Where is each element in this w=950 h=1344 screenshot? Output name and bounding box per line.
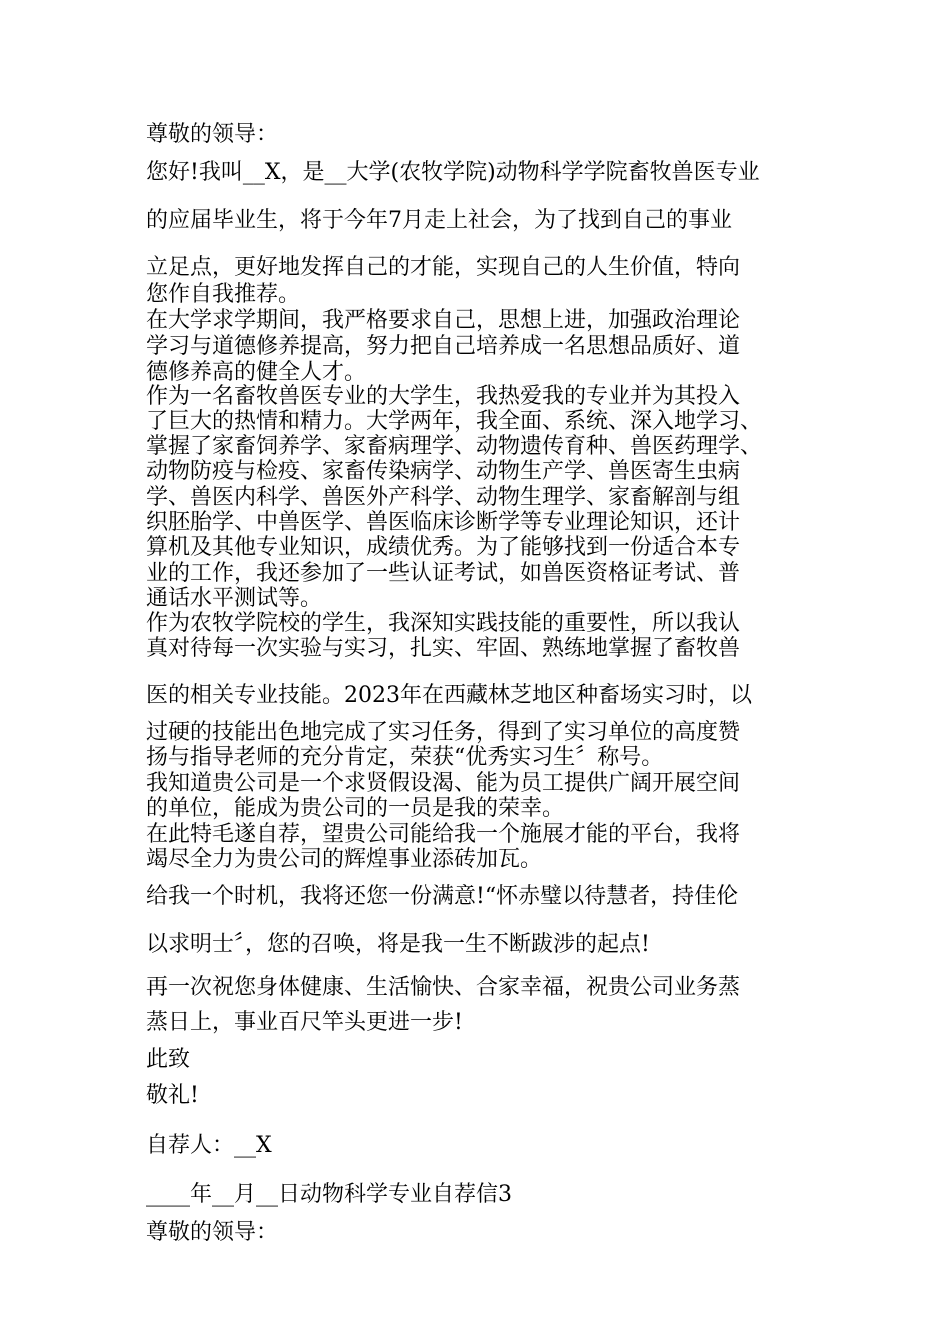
body-line: 以求明士〞，您的召唤，将是我一生不断跋涉的起点!	[146, 932, 650, 957]
body-line: 过硬的技能出色地完成了实习任务，得到了实习单位的高度赞	[146, 720, 741, 745]
body-line: 竭尽全力为贵公司的辉煌事业添砖加瓦。	[146, 847, 543, 872]
signature-line: 自荐人：__X	[146, 1133, 272, 1158]
salutation: 尊敬的领导：	[146, 122, 279, 147]
body-line: 医的相关专业技能。2023年在西藏林芝地区种畜场实习时，以	[146, 683, 752, 708]
body-line: 了巨大的热情和精力。大学两年，我全面、系统、深入地学习、	[146, 409, 763, 434]
body-line: 作为一名畜牧兽医专业的大学生，我热爱我的专业并为其投入	[146, 384, 741, 409]
body-line: 掌握了家畜饲养学、家畜病理学、动物遗传育种、兽医药理学、	[146, 434, 763, 459]
body-line: 在此特毛遂自荐，望贵公司能给我一个施展才能的平台，我将	[146, 822, 741, 847]
date-title-line: ____年__月__日动物科学专业自荐信3	[146, 1182, 512, 1207]
body-line: 给我一个时机，我将还您一份满意!“怀赤璧以待慧者，持佳伦	[146, 884, 739, 909]
body-line: 再一次祝您身体健康、生活愉快、合家幸福，祝贵公司业务蒸	[146, 975, 741, 1000]
closing-line: 敬礼!	[146, 1083, 199, 1108]
body-line: 我知道贵公司是一个求贤假设渴、能为员工提供广阔开展空间	[146, 771, 741, 796]
body-line: 真对待每一次实验与实习，扎实、牢固、熟练地掌握了畜牧兽	[146, 636, 741, 661]
body-line: 织胚胎学、中兽医学、兽医临床诊断学等专业理论知识，还计	[146, 510, 741, 535]
salutation: 尊敬的领导：	[146, 1220, 279, 1245]
body-line: 业的工作，我还参加了一些认证考试，如兽医资格证考试、普	[146, 561, 741, 586]
body-line: 立足点，更好地发挥自己的才能，实现自己的人生价值，特向	[146, 255, 741, 280]
body-line: 学习与道德修养提高，努力把自己培养成一名思想品质好、道	[146, 334, 741, 359]
body-line: 您好!我叫__X，是__大学(农牧学院)动物科学学院畜牧兽医专业	[146, 160, 760, 185]
body-line: 的应届毕业生，将于今年7月走上社会，为了找到自己的事业	[146, 208, 732, 233]
body-line: 的单位，能成为贵公司的一员是我的荣幸。	[146, 796, 565, 821]
body-line: 算机及其他专业知识，成绩优秀。为了能够找到一份适合本专	[146, 535, 741, 560]
body-line: 德修养高的健全人才。	[146, 360, 367, 385]
body-line: 作为农牧学院校的学生，我深知实践技能的重要性，所以我认	[146, 611, 741, 636]
body-line: 蒸日上，事业百尺竿头更进一步!	[146, 1010, 463, 1035]
body-line: 动物防疫与检疫、家畜传染病学、动物生产学、兽医寄生虫病	[146, 459, 741, 484]
closing-line: 此致	[146, 1047, 191, 1072]
body-line: 学、兽医内科学、兽医外产科学、动物生理学、家畜解剖与组	[146, 485, 741, 510]
body-line: 您作自我推荐。	[146, 282, 301, 307]
body-line: 在大学求学期间，我严格要求自己，思想上进，加强政治理论	[146, 308, 741, 333]
body-line: 扬与指导老师的充分肯定，荣获“优秀实习生〞称号。	[146, 745, 664, 770]
body-line: 通话水平测试等。	[146, 586, 323, 611]
